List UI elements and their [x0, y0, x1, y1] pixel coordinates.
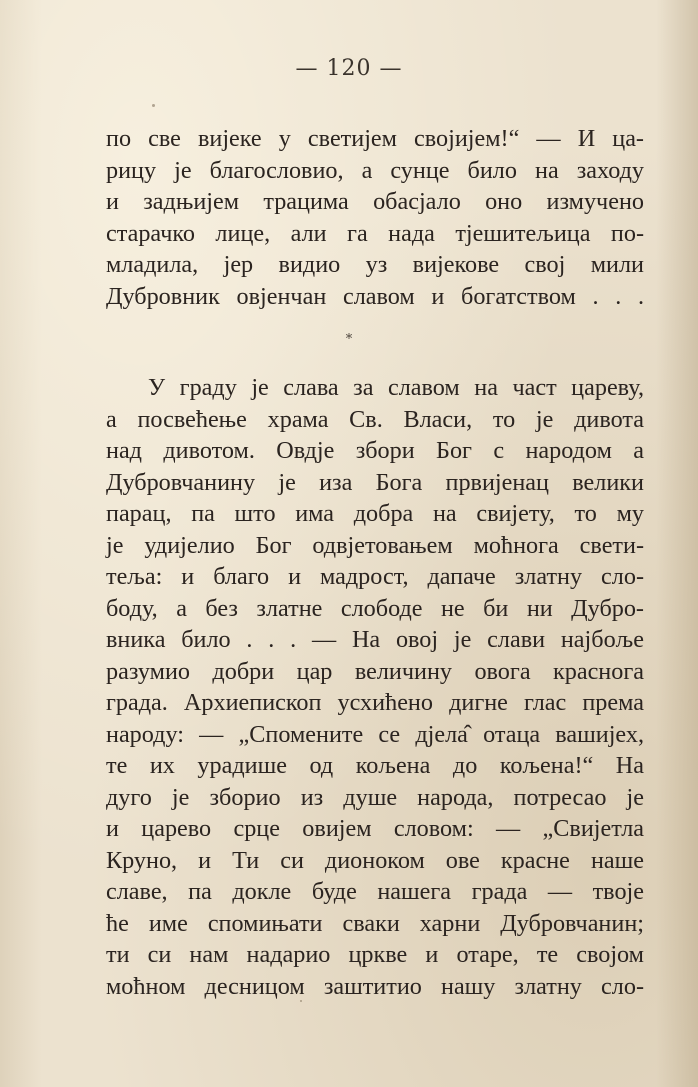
text-line: града. Архиепископ усхићено дигне глас према	[106, 689, 644, 716]
text-line: вника било . . . — На овој је слави најбоље	[106, 626, 644, 653]
text-line: Дубровник овјенчан славом и богатством . . .	[106, 282, 644, 310]
page-number: — 120 —	[295, 56, 403, 81]
text-line: по све вијеке у светијем својијем!“ — И ца-	[106, 125, 644, 152]
paragraph-2	[106, 372, 644, 1002]
text-line: младила, јер видио уз вијекове свој мили	[106, 251, 644, 278]
text-line: и царево срце овијем словом: — „Свијетла	[106, 815, 644, 842]
paragraph-1	[106, 123, 644, 312]
text-line: над дивотом. Овдје збори Бог с народом а	[106, 437, 644, 464]
text-line: старачко лице, али га нада тјешитељица по-	[106, 219, 644, 247]
text-line: дуго је зборио из душе народа, потресао је	[106, 783, 644, 811]
text-line: разумио добри цар величину овога краснога	[106, 657, 644, 685]
text-line: а посвећење храма Св. Власи, то је дивота	[106, 405, 644, 433]
text-line: моћном десницом заштитио нашу златну сло-	[106, 972, 644, 1000]
text-line: парац, па што има добра на свијету, то му	[106, 500, 644, 527]
text-line: У граду је слава за славом на част цареву,	[148, 374, 644, 401]
section-separator: *	[345, 332, 353, 347]
text-line: и задњијем трацима обасјало оно измучено	[106, 188, 644, 215]
text-line: те их урадише од кољена до кољена!“ На	[106, 752, 644, 779]
text-line: народу: — „Спомените се дјела̂ отаца вашијех,	[106, 720, 644, 748]
text-line: теља: и благо и мадрост, дапаче златну сло-	[106, 563, 644, 590]
text-line: боду, а без златне слободе не би ни Дубро-	[106, 594, 644, 622]
text-line: ће име спомињати сваки харни Дубровчанин;	[106, 909, 644, 937]
text-line: Круно, и Ти си дионоком ове красне наше	[106, 846, 644, 874]
text-line: рицу је благословио, а сунце било на заходу	[106, 156, 644, 184]
text-line: ти си нам надарио цркве и отаре, те својом	[106, 941, 644, 968]
paper-speck	[152, 104, 155, 107]
text-line: је удијелио Бог одвјетовањем моћнога свети-	[106, 531, 644, 559]
text-line: славе, па докле буде нашега града — твоје	[106, 878, 644, 905]
text-line: Дубровчанину је иза Бога првијенац велики	[106, 468, 644, 496]
